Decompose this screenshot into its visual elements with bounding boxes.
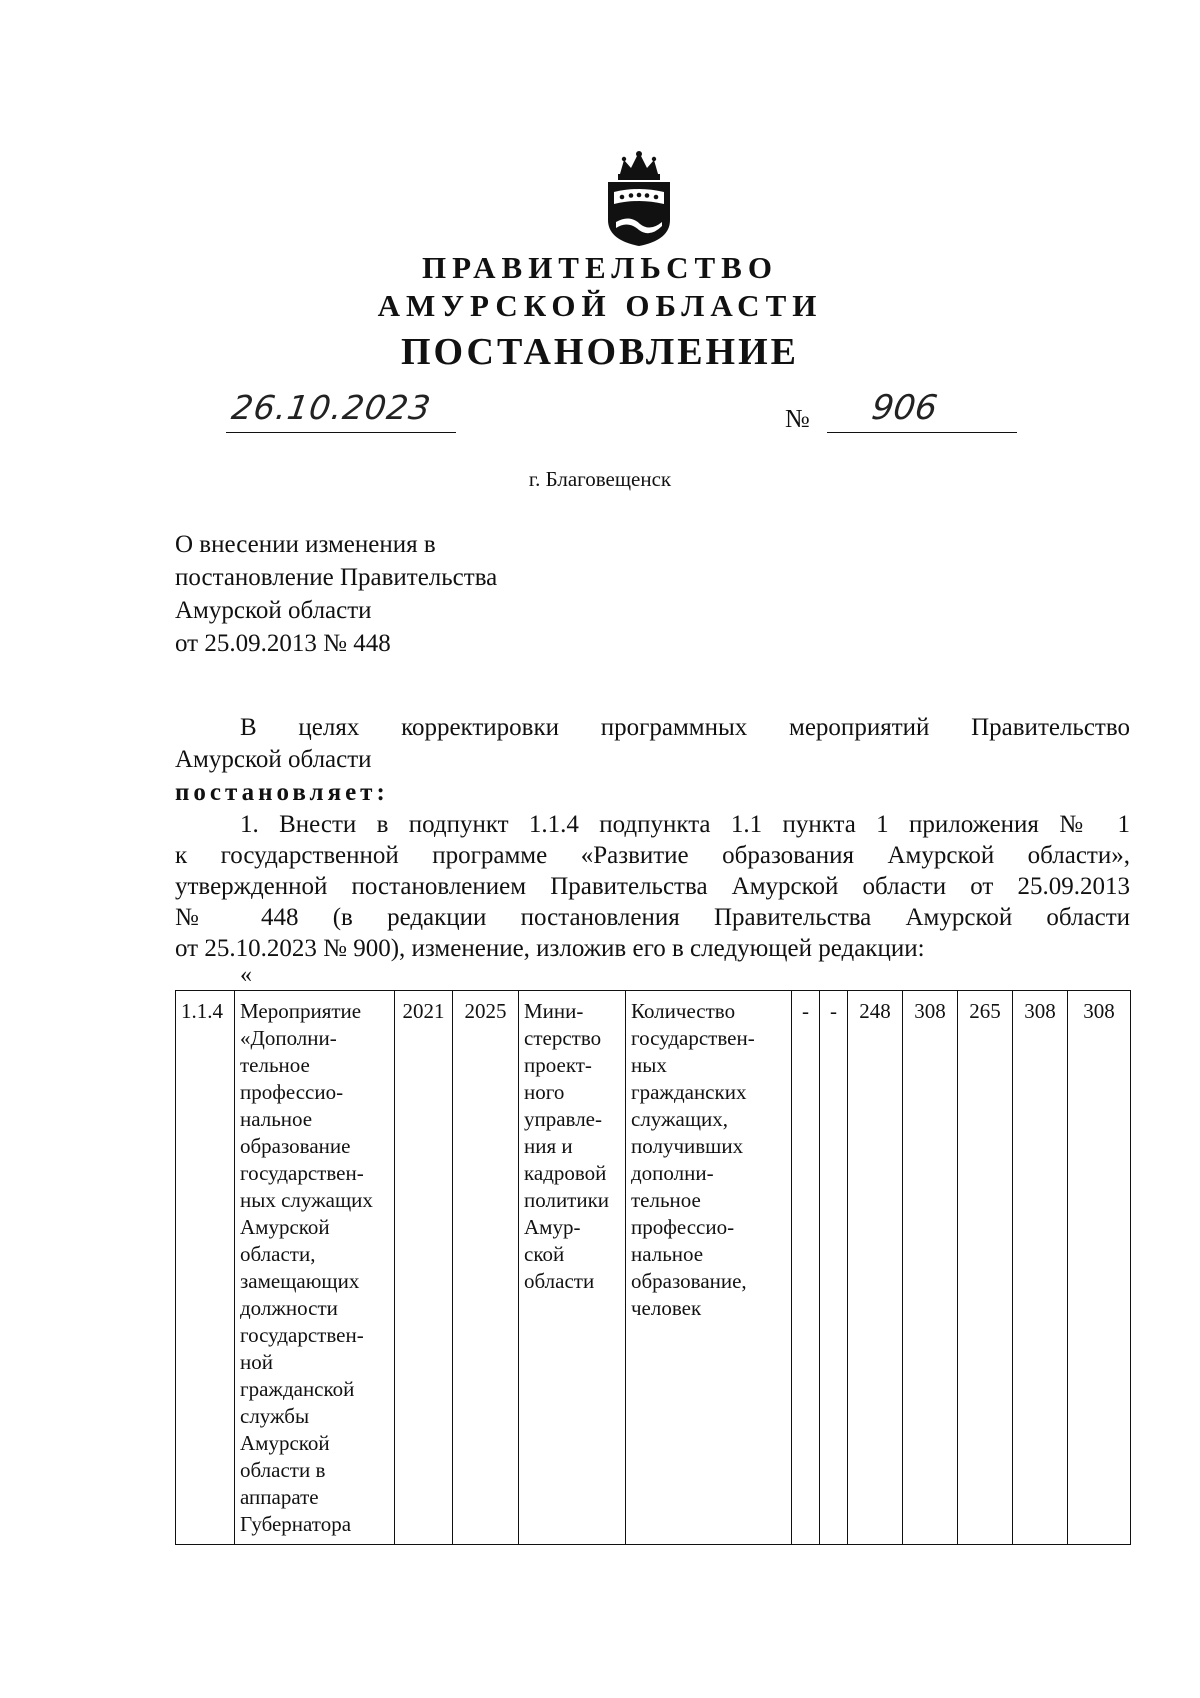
- number-underline: [827, 432, 1017, 433]
- item-line: 1. Внести в подпункт 1.1.4 подпункта 1.1 пункта 1 приложения № 1: [240, 811, 1130, 838]
- handwritten-date: 26.10.2023: [229, 388, 434, 427]
- item-line: № 448 (в редакции постановления Правительства Амурской области: [175, 904, 1130, 931]
- subject-line: О внесении изменения в: [175, 531, 436, 558]
- subject-line: Амурской области: [175, 597, 372, 624]
- executor-cell: Мини- стерство проект- ного управле- ния и кадровой политики Амур- ской области: [519, 991, 626, 1545]
- coat-of-arms-icon: [600, 148, 678, 248]
- value-cell: 265: [958, 991, 1013, 1545]
- table-row: [176, 991, 1131, 1545]
- open-quote: «: [240, 962, 252, 988]
- date-underline: [226, 432, 456, 433]
- item-line: от 25.10.2023 № 900), изменение, изложив его в следующей редакции:: [175, 935, 925, 962]
- value-cell: 308: [1013, 991, 1068, 1545]
- program-measures-table: [175, 990, 1131, 1545]
- value-cell: 308: [903, 991, 958, 1545]
- number-label: №: [785, 404, 810, 433]
- preamble-line: Амурской области: [175, 746, 372, 773]
- subject-line: постановление Правительства: [175, 564, 498, 591]
- measure-name-cell: Мероприятие «Дополни- тельное профессио- нальное образование государствен- ных служащих Амурской области, замещающих должности государствен- ной гражданской службы Амурской области в аппарате Губернатора: [235, 991, 395, 1545]
- value-cell: 308: [1068, 991, 1131, 1545]
- document-type-title: ПОСТАНОВЛЕНИЕ: [400, 331, 800, 373]
- org-title-line1: ПРАВИТЕЛЬСТВО: [422, 250, 778, 285]
- year-end-cell: 2025: [453, 991, 519, 1545]
- handwritten-number: 906: [869, 388, 940, 428]
- resolves-word: постановляет:: [175, 779, 389, 806]
- value-cell: -: [820, 991, 848, 1545]
- item-line: утвержденной постановлением Правительства Амурской области от 25.09.2013: [175, 873, 1130, 900]
- item-line: к государственной программе «Развитие образования Амурской области»,: [175, 842, 1130, 869]
- year-start-cell: 2021: [395, 991, 453, 1545]
- measure-code-cell: 1.1.4: [176, 991, 235, 1545]
- subject-line: от 25.09.2013 № 448: [175, 630, 391, 657]
- preamble-line: В целях корректировки программных мероприятий Правительство: [240, 714, 1130, 741]
- value-cell: -: [792, 991, 820, 1545]
- value-cell: 248: [848, 991, 903, 1545]
- indicator-cell: Количество государствен- ных гражданских служащих, получивших дополни- тельное профессио- нальное образование, человек: [626, 991, 792, 1545]
- city-name: г. Благовещенск: [528, 467, 672, 491]
- org-title-line2: АМУРСКОЙ ОБЛАСТИ: [377, 288, 823, 323]
